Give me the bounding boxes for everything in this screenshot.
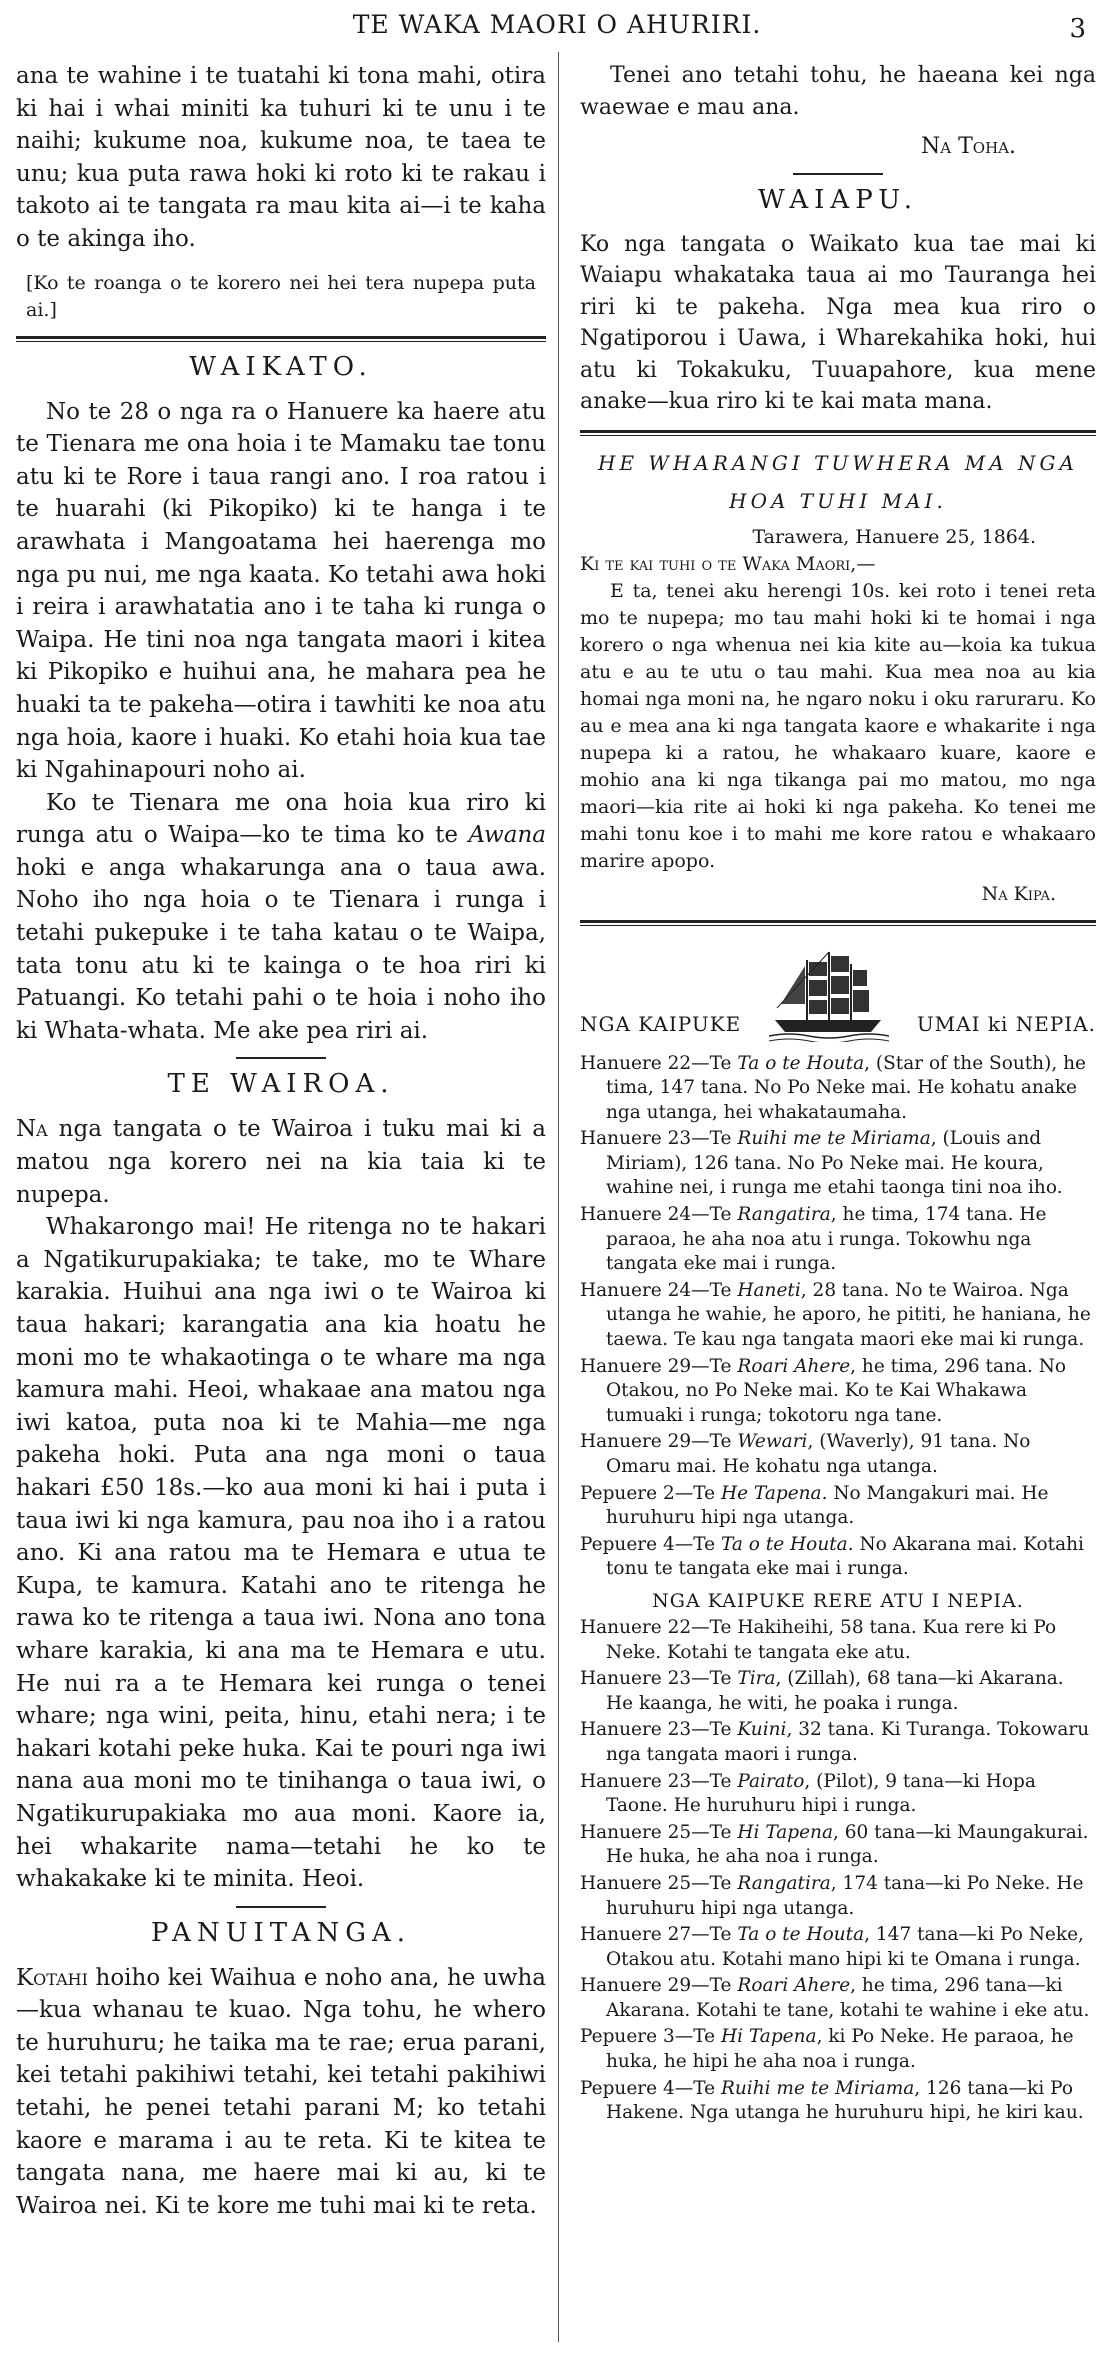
departures-entry [580, 1667, 1096, 1716]
ship-name: Roari Ahere [737, 1355, 851, 1377]
shipping-heading-left: NGA KAIPUKE [580, 1011, 742, 1036]
waikato-paragraph-1: No te 28 o nga ra o Hanuere ka haere atu te Tienara me ona hoia i te Mamaku tae tonu atu ki te Rore i taua rangi ano. I roa ratou i te huarahi (ki Pikopiko) ki te hanga i te arawhata i Mangoatama hei haerenga mo nga pu nui, me nga kaata. Ko tetahi awa hoki i reira i arawhatatia ano i te taha ki runga o Waipa. He tini noa nga tangata maori i kitea ki Pikopiko e huihui ana, he mahara pea he huaki ta te pakeha—otira i tawhiti ke noa atu nga hoia, kaore i huaki. Ko etahi hoia kua tae ki Ngahinapouri noho ai. [16, 398, 546, 784]
arrivals-entry [580, 1127, 1096, 1201]
entry-details: , 32 tana. Ki Turanga. Tokowaru nga tangata maori i runga. [606, 1719, 1090, 1765]
wairoa-paragraph-2: Whakarongo mai! He ritenga no te hakari a Ngatikurupakiaka; te take, mo te Whare karakia. Huihui ana nga iwi o te Wairoa ki taua hakari; karangatia ana kia hoatu he moni mo te whakaotinga o te whare ma nga kamura mahi. Heoi, whakaae ana matou nga iwi katoa, puta noa ki te Mahia—me nga pakeha hoki. Puta ana nga moni o taua hakari £50 18s.—ko aua moni ki hai i puta i taua iwi ki nga kamura, pau noa iho i a ratou ano. Ki ana ratou ma te Hemara e utua te Kupa, te kamura. Katahi ano te ritenga he rawa ko te ritenga a taua iwi. Nona ano tona whare karakia, ki ana ma te Hemara e utu. He nui ra a te Hemara kei runga o tenei whare; nga wini, peita, hinu, etahi nera; i te hakari kotahi peke huka. Kai te pouri nga iwi nana aua moni mo te tinihanga o taua iwi, o Ngatikurupakiaka mo aua moni. Kaore ia, hei whakarite nama—tetahi he ko te whakakake ki te minita. Heoi. [16, 1214, 546, 1893]
entry-date: Pepuere 3—Te [580, 2026, 721, 2048]
entry-date: Hanuere 23—Te [580, 1719, 738, 1741]
letter-salutation: Ki te kai tuhi o te Waka Maori,— [580, 552, 876, 575]
entry-date: Hanuere 29—Te [580, 1431, 738, 1453]
toha-signature: Na Toha. [921, 134, 1016, 159]
arrivals-entry [580, 1482, 1096, 1531]
arrivals-entry [580, 1279, 1096, 1353]
ship-name: Roari Ahere [737, 1975, 851, 1997]
departures-list [580, 1616, 1096, 2126]
entry-details: , (Pilot), 9 tana—ki Hopa Taone. He huruhuru hipi i runga. [606, 1770, 1036, 1817]
entry-date: Hanuere 25—Te [580, 1821, 738, 1843]
ship-name: Kuini [737, 1719, 787, 1741]
letters-heading-line-2: HOA TUHI MAI. [729, 488, 947, 513]
entry-date: Hanuere 22—Te [580, 1616, 738, 1638]
departures-entry [580, 1770, 1096, 1819]
section-rule-short [236, 1906, 326, 1908]
ship-name: Hi Tapena [737, 1821, 833, 1843]
arrivals-list [580, 1052, 1096, 1582]
entry-date: Pepuere 4—Te [580, 1533, 721, 1555]
section-rule [580, 920, 1096, 926]
toha-notice-tail: Tenei ano tetahi tohu, he haeana kei nga waewae e mau ana. [580, 63, 1096, 120]
left-column [16, 60, 546, 2222]
arrivals-entry [580, 1052, 1096, 1126]
departures-entry [580, 1872, 1096, 1921]
right-column [580, 60, 1096, 2128]
entry-details: , 174 tana—ki Po Neke. He huruhuru hipi nga utanga. [606, 1872, 1084, 1919]
entry-date: Hanuere 22—Te [580, 1052, 738, 1074]
entry-date: Hanuere 25—Te [580, 1872, 738, 1894]
wairoa-paragraph-1: Na nga tangata o te Wairoa i tuku mai ki a matou nga korero nei na kia taia ki te nupepa. [16, 1116, 546, 1208]
shipping-heading-right: UMAI ki NEPIA. [916, 1011, 1096, 1036]
entry-details: , 126 tana—ki Po Hakene. Nga utanga he huruhuru hipi, he kiri kau. [606, 2077, 1084, 2124]
letter-signature: Na Kipa. [981, 882, 1056, 905]
ship-icon [769, 946, 889, 1042]
continued-story: ana te wahine i te tuatahi ki tona mahi, otira ki hai i whai miniti ka tuhuri ki te unu i te naihi; kukume noa, kukume noa, te taea te unu; kua puta rawa hoki ki roto ki te rakau i takoto ai te tangata ra mau kita ai—i te kaha o te akinga iho. [16, 63, 546, 252]
entry-details: . No Akarana mai. Kotahi tonu te tangata eke mai i runga. [606, 1533, 1084, 1580]
ship-name: Ta o te Houta [737, 1924, 865, 1946]
ship-name: Haneti [737, 1279, 801, 1301]
steamer-name: Awana [468, 822, 546, 849]
departures-heading: NGA KAIPUKE RERE ATU I NEPIA. [652, 1589, 1024, 1612]
shipping-heading [580, 946, 1096, 1042]
departures-entry [580, 1718, 1096, 1767]
page-header [0, 0, 1114, 46]
entry-date: Hanuere 29—Te [580, 1355, 738, 1377]
waikato-paragraph-2: Ko te Tienara me ona hoia kua riro ki runga atu o Waipa—ko te tima ko te Awana hoki e anga whakarunga ana o taua awa. Noho iho nga hoia o te Tienara i runga i tetahi pukepuke i te taha katau o te Waipa, tata tonu atu ki te kainga o te hoa riri ki Patuangi. Ko tetahi pahi o te hoia i noho iho ki Whata-whata. Me ake pea riri ai. [16, 789, 546, 1044]
departures-entry [580, 2077, 1096, 2126]
entry-details: , 147 tana—ki Po Neke, Otakou atu. Kotahi mano hipi ki te Omana i runga. [606, 1924, 1084, 1970]
entry-date: Pepuere 4—Te [580, 2077, 721, 2099]
ship-name: Tira [737, 1668, 776, 1690]
ship-name: Rangatira [737, 1872, 831, 1894]
entry-details: , he tima, 296 tana—ki Akarana. Kotahi te tane, kotahi te wahine i eke atu. [606, 1975, 1090, 2021]
arrivals-entry [580, 1203, 1096, 1277]
ship-name: Pairato [737, 1770, 805, 1792]
entry-details: , (Star of the South), he tima, 147 tana. No Po Neke mai. He kohatu anake nga utanga, hei whakataumaha. [606, 1052, 1086, 1123]
wairoa-dropcap: Na [16, 1116, 48, 1143]
arrivals-entry [580, 1355, 1096, 1429]
section-rule-short [236, 1057, 326, 1059]
entry-details: , (Louis and Miriam), 126 tana. No Po Neke mai. He koura, wahine nei, i runga me etahi taonga tini noa iho. [606, 1128, 1063, 1199]
entry-date: Hanuere 24—Te [580, 1279, 738, 1301]
panuitanga-paragraph: Kotahi hoiho kei Waihua e noho ana, he uwha—kua whanau te kuao. Nga tohu, he whero te huruhuru; he taika ma te rae; erua parani, kei tetahi pakihiwi tetahi, kei tetahi pakihiwi tetahi, he penei tetahi parani M; ko tetahi kaore e marama i au te reta. Ki te kitea te tangata nana, me haere mai ki au, ki te Wairoa nei. Ki te kore me tuhi mai ki te reta. [16, 1964, 546, 2219]
entry-details: . No Mangakuri mai. He huruhuru hipi nga utanga. [606, 1482, 1049, 1529]
entry-date: Hanuere 24—Te [580, 1204, 738, 1226]
entry-date: Hanuere 23—Te [580, 1128, 738, 1150]
ship-name: Ta o te Houta [720, 1533, 848, 1555]
panuitanga-heading: PANUITANGA. [150, 1917, 412, 1948]
entry-details: , 60 tana—ki Maungakurai. He huka, he aha noa i runga. [606, 1821, 1089, 1868]
ship-name: Hakiheihi [737, 1616, 829, 1638]
entry-details: , 58 tana. Kua rere ki Po Neke. Kotahi te tangata eke atu. [606, 1616, 1057, 1663]
page-number: 3 [1069, 14, 1086, 44]
ship-name: Ta o te Houta [737, 1052, 865, 1074]
arrivals-entry [580, 1430, 1096, 1479]
column-divider [558, 52, 559, 2342]
entry-date: Hanuere 27—Te [580, 1924, 738, 1946]
arrivals-entry [580, 1533, 1096, 1582]
departures-entry [580, 1821, 1096, 1870]
ship-name: He Tapena [720, 1482, 822, 1504]
letter-body: E ta, tenei aku herengi 10s. kei roto i tenei reta mo te nupepa; mo tau mahi hoki ki te homai i nga korero o nga whenua nei kia kite au—koia ka tukua atu e au te utu o tau mahi. Kua mea noa au kia homai nga moni na, he ngaro noku i oku raruraru. Ko au e mea ana ki nga tangata kaore e whakarite i nga nupepa ki a ratou, he whakaaro kuare, kaore e mohio ana ki nga tikanga pai mo matou, mo nga maori—kia rite ai hoki ki nga pakeha. Ko tenei me mahi tonu koe i to mahi me kore ratou e whakaaro marire apopo. [580, 579, 1096, 872]
ship-name: Ruihi me te Miriama [737, 1128, 931, 1150]
panuitanga-dropcap: Kotahi [16, 1964, 88, 1991]
waiapu-paragraph: Ko nga tangata o Waikato kua tae mai ki Waiapu whakataka taua ai mo Tauranga hei riri ki te pakeha. Nga mea kua riro o Ngatiporou i Uawa, i Wharekahika hoki, hui atu ki Tokakuku, Tuuapahore, kua mene anake—kua riro ki te kai mata mana. [580, 231, 1096, 414]
newspaper-title: TE WAKA MAORI O AHURIRI. [352, 10, 762, 39]
ship-name: Hi Tapena [720, 2026, 817, 2048]
waiapu-heading: WAIAPU. [757, 184, 919, 215]
section-rule-short [793, 173, 883, 175]
entry-date: Pepuere 2—Te [580, 1482, 721, 1504]
entry-date: Hanuere 23—Te [580, 1668, 738, 1690]
ship-name: Wewari [737, 1431, 808, 1453]
entry-details: , (Waverly), 91 tana. No Omaru mai. He kohatu nga utanga. [606, 1431, 1031, 1477]
continued-note: [Ko te roanga o te korero nei hei tera nupepa puta ai.] [26, 271, 536, 321]
entry-details: , he tima, 174 tana. He paraoa, he aha noa atu i runga. Tokowhu nga tangata eke mai i runga. [606, 1204, 1047, 1275]
entry-details: , 28 tana. No te Wairoa. Nga utanga he wahie, he aporo, he pititi, he haniana, he taewa. Te kau nga tangata maori eke mai ki runga. [606, 1279, 1091, 1351]
entry-details: , ki Po Neke. He paraoa, he huka, he hipi he aha noa i runga. [606, 2026, 1074, 2073]
entry-details: , he tima, 296 tana. No Otakou, no Po Neke mai. Ko te Kai Whakawa tumuaki i runga; tokotoru nga tane. [606, 1355, 1067, 1426]
letters-heading-line-1: HE WHARANGI TUWHERA MA NGA [598, 450, 1078, 475]
ship-name: Rangatira [737, 1204, 831, 1226]
departures-entry [580, 1923, 1096, 1972]
letter-dateline: Tarawera, Hanuere 25, 1864. [752, 525, 1036, 548]
waikato-heading: WAIKATO. [189, 351, 373, 382]
departures-entry [580, 2025, 1096, 2074]
section-rule [580, 430, 1096, 436]
ship-name: Ruihi me te Miriama [720, 2077, 915, 2099]
section-rule [16, 336, 546, 342]
entry-date: Hanuere 29—Te [580, 1975, 738, 1997]
departures-entry [580, 1974, 1096, 2023]
departures-entry [580, 1616, 1096, 1665]
wairoa-heading: TE WAIROA. [167, 1069, 395, 1100]
entry-date: Hanuere 23—Te [580, 1770, 738, 1792]
entry-details: , (Zillah), 68 tana—ki Akarana. He kaanga, he witi, he poaka i runga. [606, 1668, 1064, 1714]
